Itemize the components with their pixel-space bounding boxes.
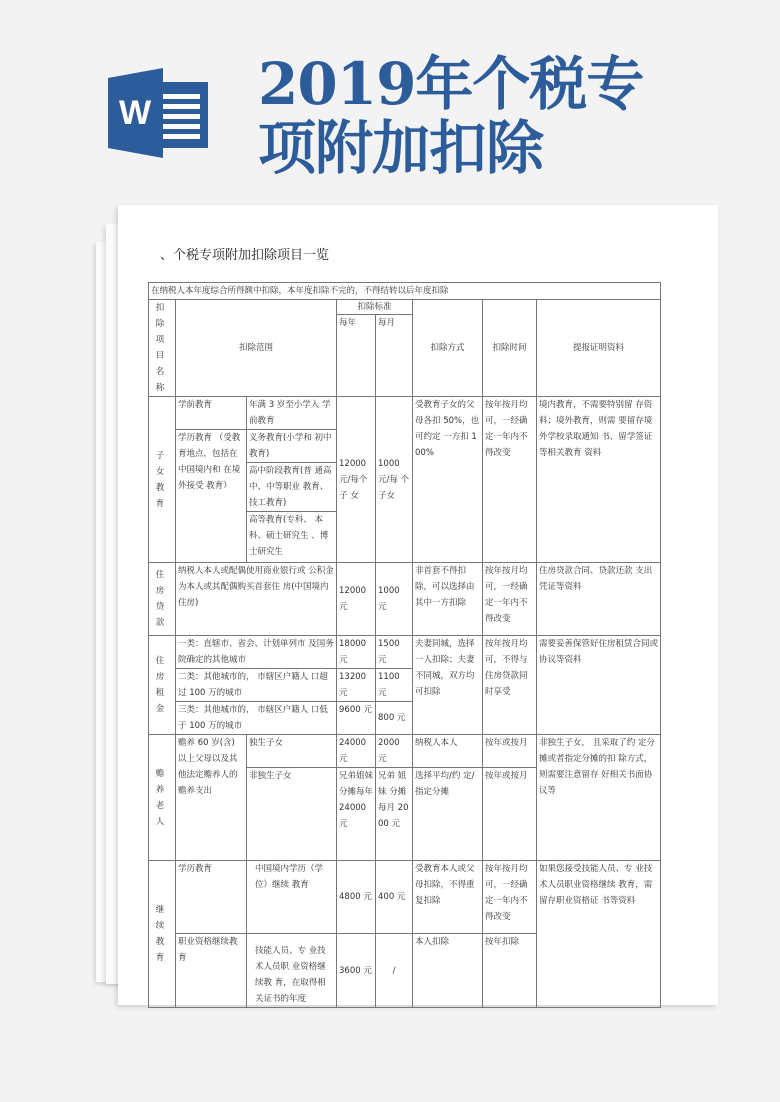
page-title [258, 52, 643, 180]
cont-voc: 职业资格继续教 育 [176, 934, 247, 1008]
loan-docs: 住房贷款合同、贷款还款 支出凭证等资料 [537, 563, 661, 636]
cont-voc-scope: 技能人员、专 业技术人员职 业资格继续教 育，在取得相 关证书的年度 [247, 934, 337, 1008]
loan-year: 12000 元 [337, 563, 376, 636]
child-higher: 高等教育(专科、 本科、硕士研究生 、博士研究生 [247, 512, 337, 563]
cont-docs: 如果您接受技能人员、专 业技术人员职业资格继续 教育，需留存职业资格证 书等资料 [537, 861, 661, 1008]
rent-t2: 二类：其他城市的， 市辖区户籍人 口超过 100 万的城市 [176, 669, 337, 702]
col-method: 扣除方式 [413, 300, 483, 397]
loan-time: 按年按月均可，一经确定一年内不得改变 [483, 563, 537, 636]
col-year: 每年 [337, 315, 376, 397]
elder-non-time: 按年或按月 [483, 768, 537, 861]
child-docs: 境内教育，不需要特别留 存资料；境外教育，则需 要留存境外学校录取通知 书、留学签证等相关教育 资料 [537, 397, 661, 563]
rent-method: 夫妻同城，选择一人扣除；夫妻不同城，双方均可扣除 [413, 636, 483, 735]
elder-only-time: 按年或按月 [483, 735, 537, 768]
rent-t3-month: 800 元 [376, 702, 413, 735]
rent-t2-year: 13200 元 [337, 669, 376, 702]
cont-edu-time: 按年按月均可，一经确定一年内不得改变 [483, 861, 537, 934]
col-range: 扣除范围 [176, 300, 337, 397]
elder-non: 非独生子女 [247, 768, 337, 861]
elder-scope: 赡养 60 岁(含) 以上父母以及其 他法定赡养人的 赡养支出 [176, 735, 247, 861]
rent-t1-year: 18000 元 [337, 636, 376, 669]
col-name: 扣除项目名称 [149, 300, 176, 397]
rent-t2-month: 1100 元 [376, 669, 413, 702]
child-month: 1000 元/每 个子女 [376, 397, 413, 563]
row-rent-name: 住房租金 [149, 636, 176, 735]
child-time: 按年按月均可，一经确定一年内不得改变 [483, 397, 537, 563]
cont-voc-month: / [376, 934, 413, 1008]
rent-docs: 需要妥善保管好住房租赁合同或协议等资料 [537, 636, 661, 735]
elder-non-month: 兄弟 姐妹 分摊每月 2000 元 [376, 768, 413, 861]
elder-docs: 非独生子女， 且采取了约 定分摊或者指定分摊的扣 除方式，则需要注意留存 好相关书面协议等 [537, 735, 661, 861]
cont-edu-month: 400 元 [376, 861, 413, 934]
loan-method: 非首套不得扣除，可以选择由其中一方扣除 [413, 563, 483, 636]
cont-voc-time: 按年扣除 [483, 934, 537, 1008]
child-compulsory: 义务教育(小学和 初中教育) [247, 430, 337, 463]
col-month: 每月 [376, 315, 413, 397]
row-elder-name: 赡养老人 [149, 735, 176, 861]
word-icon [108, 68, 208, 158]
cont-edu-year: 4800 元 [337, 861, 376, 934]
title-line-2: 项附加扣除 [258, 114, 544, 182]
elder-only-year: 24000 元 [337, 735, 376, 768]
elder-only-method: 纳税人本人 [413, 735, 483, 768]
col-docs: 提报证明资料 [537, 300, 661, 397]
child-method: 受教育子女的父母各扣 50%，也可约定 一方扣 100% [413, 397, 483, 563]
col-time: 扣除时间 [483, 300, 537, 397]
deduction-table [148, 282, 661, 1008]
rent-time: 按年按月均可，不得与住房贷款同时享受 [483, 636, 537, 735]
col-standard: 扣除标准 [337, 300, 413, 315]
cont-edu-method: 受教育本人或父母扣除，不得重复扣除 [413, 861, 483, 934]
svg-text:W: W [118, 94, 152, 132]
loan-month: 1000 元 [376, 563, 413, 636]
table-note: 在纳税人本年度综合所得额中扣除，本年度扣除不完的，不得结转以后年度扣除 [149, 283, 661, 300]
rent-t1-month: 1500 元 [376, 636, 413, 669]
cont-edu: 学历教育 [176, 861, 247, 934]
child-high: 高中阶段教育(普 通高中、中等职业 教育、技工教育) [247, 463, 337, 512]
rent-t1: 一类：直辖市、省会、计划单列市 及国务院确定的其他城市 [176, 636, 337, 669]
child-pre-scope: 年满 3 岁至小学入 学前教育 [247, 397, 337, 430]
title-line-1: 2019年个税专 [258, 50, 644, 118]
doc-heading: 、个税专项附加扣除项目一览 [160, 248, 330, 263]
cont-voc-method: 本人扣除 [413, 934, 483, 1008]
loan-scope: 纳税人本人或配偶使用商业银行或 公积金为本人或其配偶购买首套住 房(中国境内住房) [176, 563, 337, 636]
rent-t3-year: 9600 元 [337, 702, 376, 735]
elder-non-year: 兄弟姐妹分摊每年 24000 元 [337, 768, 376, 861]
child-year: 12000 元/每个子 女 [337, 397, 376, 563]
rent-t3: 三类：其他城市的， 市辖区户籍人 口低于 100 万的城市 [176, 702, 337, 735]
elder-non-method: 选择平均/约 定/指定分摊 [413, 768, 483, 861]
row-child-name: 子女教育 [149, 397, 176, 563]
cont-edu-scope: 中国境内学历（学位）继续 教育 [247, 861, 337, 934]
elder-only: 独生子女 [247, 735, 337, 768]
row-loan-name: 住房贷款 [149, 563, 176, 636]
cont-voc-year: 3600 元 [337, 934, 376, 1008]
child-pre: 学前教育 [176, 397, 247, 430]
row-cont-name: 继续教育 [149, 861, 176, 1008]
child-edu: 学历教育 （受教育地点，包括在 中国境内和 在境外接受 教育） [176, 430, 247, 563]
elder-only-month: 2000 元 [376, 735, 413, 768]
